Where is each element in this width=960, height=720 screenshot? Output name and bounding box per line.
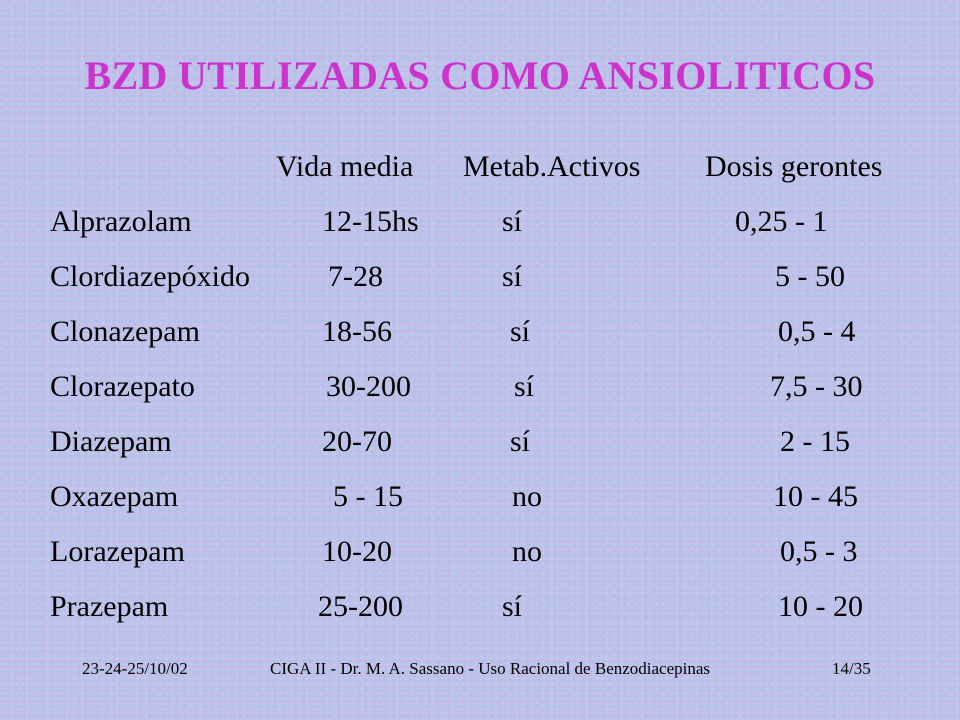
geriatric-dose: 0,5 - 3: [780, 535, 858, 568]
active-metabolites: no: [512, 480, 542, 513]
active-metabolites: sí: [502, 590, 523, 623]
half-life: 10-20: [322, 535, 392, 568]
geriatric-dose: 10 - 45: [773, 480, 858, 513]
geriatric-dose: 5 - 50: [775, 260, 845, 293]
drug-name: Clordiazepóxido: [50, 260, 250, 293]
header-half-life: Vida media: [276, 150, 414, 183]
slide-title: BZD UTILIZADAS COMO ANSIOLITICOS: [84, 53, 876, 98]
half-life: 30-200: [326, 370, 411, 403]
geriatric-dose: 10 - 20: [778, 590, 863, 623]
active-metabolites: sí: [510, 315, 531, 348]
header-active-metabolites: Metab.Activos: [463, 150, 641, 183]
active-metabolites: sí: [502, 205, 523, 238]
half-life: 7-28: [328, 260, 383, 293]
drug-name: Clonazepam: [50, 315, 200, 348]
footer-title: CIGA II - Dr. M. A. Sassano - Uso Racional de Benzodiacepinas: [270, 659, 711, 678]
half-life: 20-70: [322, 425, 392, 458]
drug-name: Alprazolam: [50, 205, 192, 238]
half-life: 5 - 15: [333, 480, 403, 513]
geriatric-dose: 0,5 - 4: [778, 315, 856, 348]
drug-name: Lorazepam: [50, 535, 185, 568]
drug-name: Diazepam: [50, 425, 172, 458]
footer-page-number: 14/35: [832, 659, 871, 678]
active-metabolites: sí: [502, 260, 523, 293]
half-life: 12-15hs: [322, 205, 419, 238]
drug-name: Clorazepato: [50, 370, 195, 403]
header-geriatric-dose: Dosis gerontes: [705, 150, 883, 183]
drug-name: Oxazepam: [50, 480, 179, 513]
active-metabolites: sí: [514, 370, 535, 403]
half-life: 18-56: [322, 315, 392, 348]
half-life: 25-200: [318, 590, 403, 623]
active-metabolites: no: [512, 535, 542, 568]
geriatric-dose: 0,25 - 1: [735, 205, 828, 238]
drug-name: Prazepam: [50, 590, 169, 623]
active-metabolites: sí: [510, 425, 531, 458]
geriatric-dose: 7,5 - 30: [770, 370, 863, 403]
geriatric-dose: 2 - 15: [780, 425, 850, 458]
footer-date: 23-24-25/10/02: [82, 659, 188, 678]
